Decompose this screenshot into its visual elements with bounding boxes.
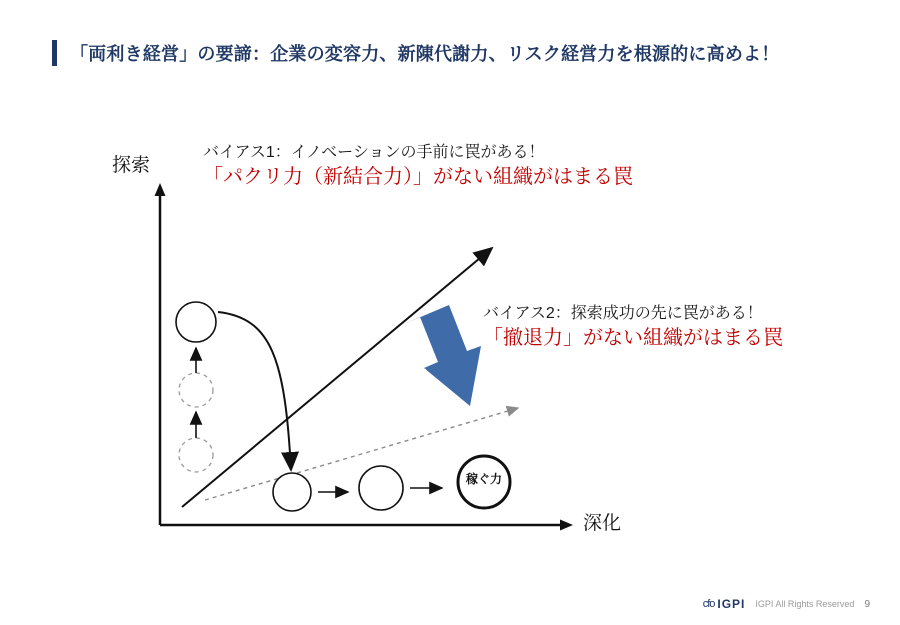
footer-page-number: 9	[864, 598, 870, 610]
node-dashed-lower	[179, 438, 213, 472]
annotation-bias2	[483, 303, 783, 352]
node-solid-top	[176, 302, 216, 342]
igpi-logo	[703, 597, 746, 611]
y-axis-label: 探索	[112, 155, 151, 176]
bias-arrow-label: バイアス	[393, 338, 434, 383]
annotation-bias1-line1: バイアス1：イノベーションの手前に罠がある！	[203, 144, 545, 161]
annotation-bias1	[203, 142, 633, 191]
node-deepen-2	[359, 466, 403, 510]
exploration-step-group	[176, 302, 216, 472]
logo-mark: cfo	[702, 598, 715, 610]
annotation-bias1-line2: 「パクリ力（新結合力）」がない組織がはまる罠	[203, 165, 633, 188]
node-deepen-1	[273, 473, 311, 511]
title-text: 「両利き経営」の要諦：企業の変容力、新陳代謝力、リスク経営力を根源的に高めよ！	[70, 44, 780, 64]
y-axis	[155, 183, 166, 525]
node-label-kasegu: 稼ぐ力	[466, 472, 503, 486]
footer	[703, 597, 870, 611]
x-axis	[160, 520, 573, 531]
footer-copyright: IGPI All Rights Reserved	[755, 599, 855, 609]
annotation-bias2-line1: バイアス2：探索成功の先に罠がある！	[483, 305, 763, 322]
node-dashed-middle	[179, 373, 213, 407]
annotation-bias2-line2: 「撤退力」がない組織がはまる罠	[483, 326, 783, 349]
x-axis-label: 深化	[583, 513, 622, 534]
logo-text: IGPI	[717, 597, 746, 611]
